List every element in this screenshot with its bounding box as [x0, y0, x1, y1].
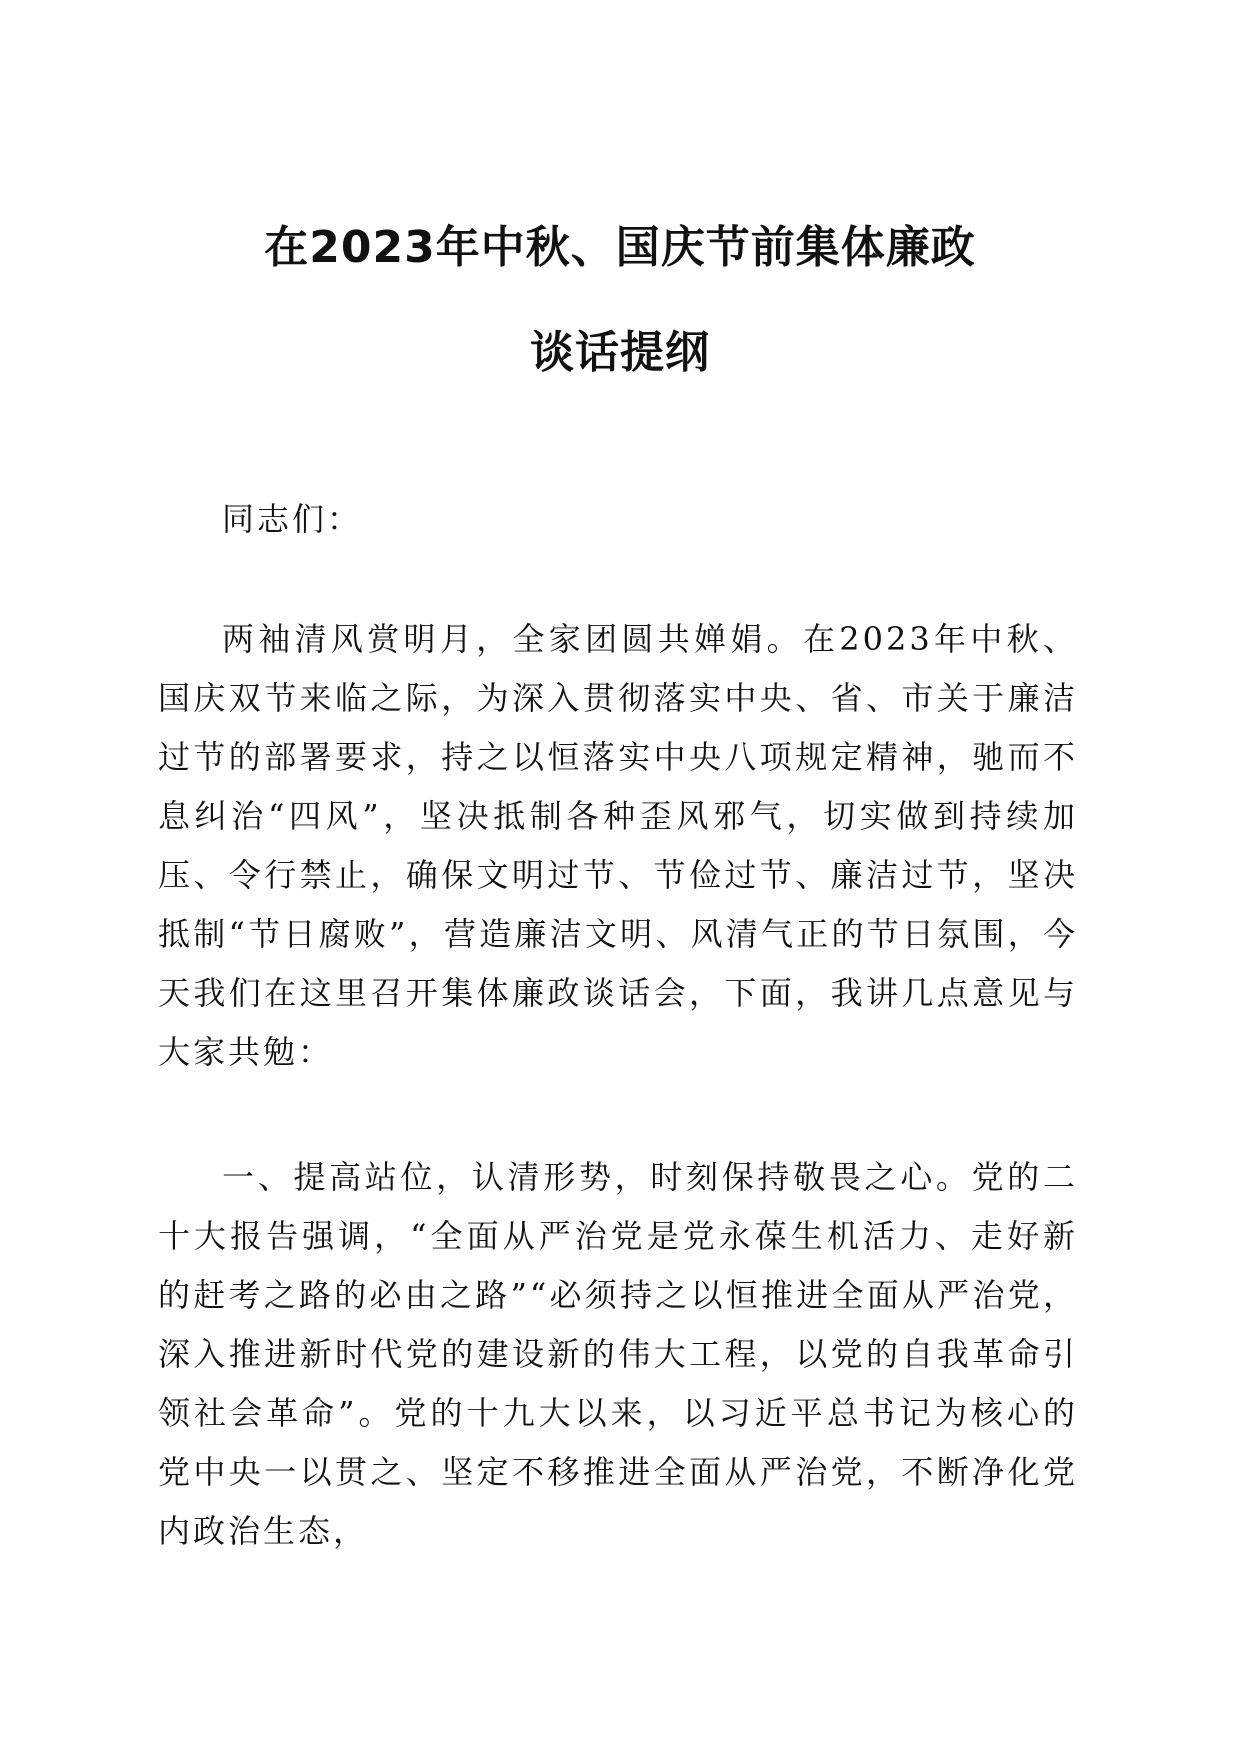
paragraph-intro: 两袖清风赏明月，全家团圆共婵娟。在2023年中秋、国庆双节来临之际，为深入贯彻落实中央、省、市关于廉洁过节的部署要求，持之以恒落实中央八项规定精神，驰而不息纠治“四风”，坚决抵制各种歪风邪气，切实做到持续加压、令行禁止，确保文明过节、节俭过节、廉洁过节，坚决抵制“节日腐败”，营造廉洁文明、风清气正的节日氛围，今天我们在这里召开集体廉政谈话会，下面，我讲几点意见与大家共勉： — [158, 620, 1078, 1071]
salutation: 同志们： — [222, 500, 363, 538]
paragraph-section-one: 一、提高站位，认清形势，时刻保持敬畏之心。党的二十大报告强调，“全面从严治党是党永葆生机活力、走好新的赶考之路的必由之路”“必须持之以恒推进全面从严治党，深入推进新时代党的建设新的伟大工程，以党的自我革命引领社会革命”。党的十九大以来，以习近平总书记为核心的党中央一以贯之、坚定不移推进全面从严治党，不断净化党内政治生态， — [158, 1158, 1078, 1550]
document-title-line-2: 谈话提纲 — [530, 327, 710, 378]
document-title-line-1: 在2023年中秋、国庆节前集体廉政 — [264, 222, 976, 273]
